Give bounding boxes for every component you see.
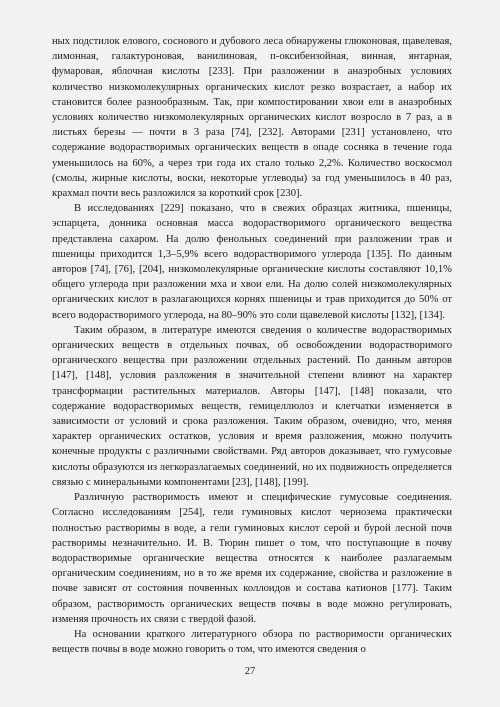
paragraph-3: Таким образом, в литературе имеются сведения о количестве водорастворимых органических веществ в отдельных почвах, об освобождении водорастворимого органического вещества при разложении отдельных растений. По данным авторов [147], [148], условия разложения в значительной степени влияют на характер трансформации растительных материалов. Авторы [147], [148] показали, что содержание водорастворимых веществ, гемицеллюлоз и клетчатки изменяется в зависимости от условий и срока разложения. Таким образом, очевидно, что, меняя характер органических остатков, условия и время разложения, можно получить конечные продукты с различными свойствами. Ряд авторов доказывает, что гумусовые кислоты образуются из легкоразлагаемых соединений, но их подвижность определяется связью с минеральными компонентами [23], [148], [199]. bbox=[52, 324, 452, 488]
page-number: 27 bbox=[244, 666, 256, 677]
paragraph-4: Различную растворимость имеют и специфические гумусовые соединения. Согласно исследованиям [254], гели гуминовых кислот чернозема практически полностью растворимы в воде, а гели гуминовых кислот серой и бурой лесной почв растворимы незначительно. И. В. Тюрин пишет о том, что поступающие в почву водорастворимые органические вещества относятся к наиболее разлагаемым органическим соединениям, но в то же время их содержание, свойства и разложение в почве зависят от состояния почвенных коллоидов и состава катионов [177]. Таким образом, растворимость органических веществ почвы в воде можно регулировать, изменяя прочность их связи с твердой фазой. bbox=[52, 492, 452, 625]
paragraph-5: На основании краткого литературного обзора по растворимости органических веществ почвы в воде можно говорить о том, что имеются сведения о bbox=[52, 628, 452, 656]
paragraph-1: ных подстилок елового, соснового и дубового леса обнаружены глюконовая, щавелевая, лимонная, галактуроновая, ванилиновая, п-оксибензойная, винная, янтарная, фумаровая, яблочная кислоты [233]. При разложении в анаэробных условиях количество низкомолекулярных органических кислот резко возрастает, а набор их становится более разнообразным. Так, при компостировании хвои ели в анаэробных условиях количество низкомолекулярных органических кислот возросло в 7 раз, а в листьях березы — почти в 3 раза [74], [232]. Авторами [231] установлено, что содержание водорастворимых органических веществ в опаде сосняка в течение года уменьшилось на 60%, а через три года их стало только 2,2%. Количество воскосмол (смолы, жирные кислоты, воски, некоторые углеводы) за год уменьшилось в 40 раз, крахмал почти весь разложился за короткий срок [230]. bbox=[52, 36, 452, 200]
paragraph-2: В исследованиях [229] показано, что в свежих образцах житника, пшеницы, эспарцета, донника основная масса водорастворимого органического вещества представлена сахаром. На долю фенольных соединений при разложении трав и пшеницы приходится 1,3–5,9% всего водорастворимого углерода [135]. По данным авторов [74], [76], [204], низкомолекулярные органические кислоты составляют 10,1% общего углерода при разложении мха и хвои ели. На долю солей низкомолекулярных органических кислот в разлагающихся корнях пшеницы и трав приходится до 50% от всего водорастворимого углерода, на 80–90% это соли щавелевой кислоты [132], [134]. bbox=[52, 203, 452, 321]
